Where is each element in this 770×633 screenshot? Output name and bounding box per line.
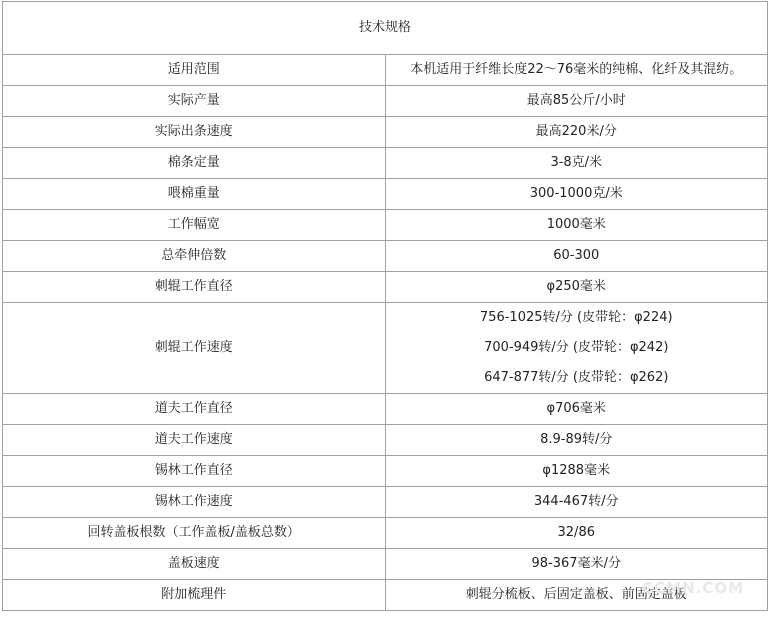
row-value: 最高220米/分 xyxy=(385,117,768,148)
row-value: 300-1000克/米 xyxy=(385,179,768,210)
row-value-line: 647-877转/分 (皮带轮：φ262) xyxy=(484,370,669,385)
row-value: 60-300 xyxy=(385,241,768,272)
row-value: φ250毫米 xyxy=(385,272,768,303)
table-row xyxy=(3,580,768,611)
row-label: 锡林工作速度 xyxy=(3,487,386,518)
table-title-row xyxy=(3,2,768,55)
table-row xyxy=(3,549,768,580)
row-label: 实际产量 xyxy=(3,86,386,117)
table-row xyxy=(3,179,768,210)
row-label: 刺辊工作直径 xyxy=(3,272,386,303)
row-value: 8.9-89转/分 xyxy=(385,425,768,456)
row-label: 道夫工作速度 xyxy=(3,425,386,456)
row-label: 回转盖板根数（工作盖板/盖板总数） xyxy=(3,518,386,549)
table-row xyxy=(3,394,768,425)
table-row xyxy=(3,117,768,148)
row-value: 32/86 xyxy=(385,518,768,549)
table-row xyxy=(3,272,768,303)
row-label: 总牵伸倍数 xyxy=(3,241,386,272)
row-value: 本机适用于纤维长度22～76毫米的纯棉、化纤及其混纺。 xyxy=(385,55,768,86)
spec-table xyxy=(2,1,768,611)
row-value: φ1288毫米 xyxy=(385,456,768,487)
row-label: 刺辊工作速度 xyxy=(3,303,386,394)
row-value: 最高85公斤/小时 xyxy=(385,86,768,117)
watermark-logo: CCMN.COM xyxy=(642,579,744,597)
table-row xyxy=(3,518,768,549)
row-label: 实际出条速度 xyxy=(3,117,386,148)
table-row xyxy=(3,86,768,117)
row-label: 附加梳理件 xyxy=(3,580,386,611)
table-row xyxy=(3,210,768,241)
row-value: φ706毫米 xyxy=(385,394,768,425)
row-label: 棉条定量 xyxy=(3,148,386,179)
table-row xyxy=(3,456,768,487)
row-label: 适用范围 xyxy=(3,55,386,86)
row-value-line: 756-1025转/分 (皮带轮：φ224) xyxy=(479,310,673,325)
row-value: 98-367毫米/分 xyxy=(385,549,768,580)
table-title: 技术规格 xyxy=(3,2,768,55)
row-value-multi xyxy=(385,303,768,394)
row-value: 3-8克/米 xyxy=(385,148,768,179)
row-value: 刺辊分梳板、后固定盖板、前固定盖板 xyxy=(385,580,768,611)
table-row xyxy=(3,148,768,179)
row-value: 344-467转/分 xyxy=(385,487,768,518)
row-value: 1000毫米 xyxy=(385,210,768,241)
row-label: 锡林工作直径 xyxy=(3,456,386,487)
row-label: 工作幅宽 xyxy=(3,210,386,241)
row-label: 喂棉重量 xyxy=(3,179,386,210)
table-row xyxy=(3,303,768,394)
row-label: 盖板速度 xyxy=(3,549,386,580)
table-row xyxy=(3,241,768,272)
row-value-line: 700-949转/分 (皮带轮：φ242) xyxy=(484,340,669,355)
row-label: 道夫工作直径 xyxy=(3,394,386,425)
table-row xyxy=(3,425,768,456)
table-row xyxy=(3,55,768,86)
table-row xyxy=(3,487,768,518)
